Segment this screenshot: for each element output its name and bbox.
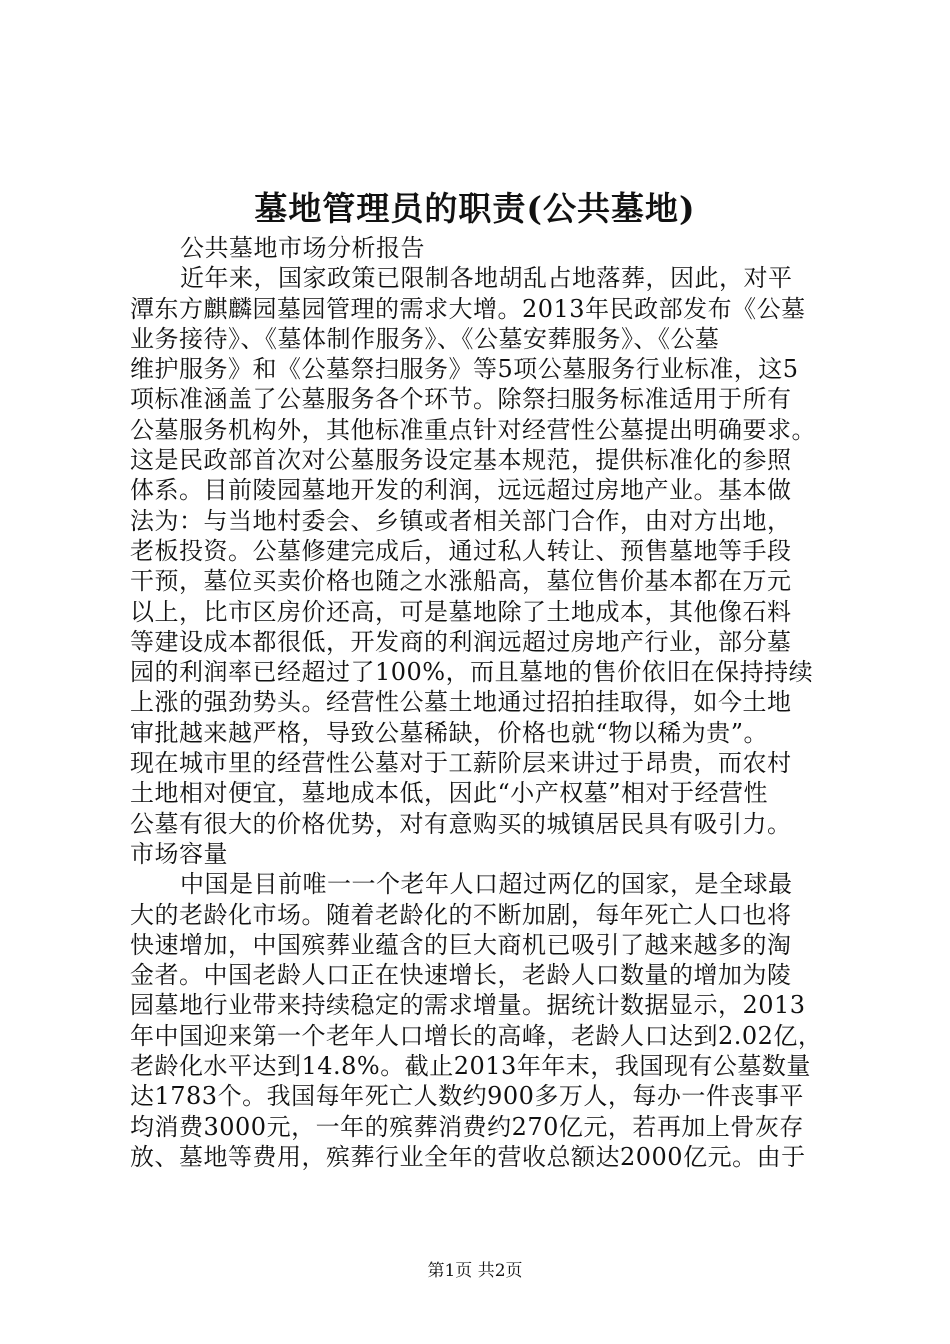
text-line: 等建设成本都很低，开发商的利润远超过房地产行业，部分墓 (130, 627, 792, 656)
text-line: 以上，比市区房价还高，可是墓地除了土地成本，其他像石料 (130, 597, 792, 626)
text-line: 公墓有很大的价格优势，对有意购买的城镇居民具有吸引力。 (130, 809, 792, 838)
text-line: 大的老龄化市场。随着老龄化的不断加剧，每年死亡人口也将 (130, 900, 792, 929)
text-line: 法为：与当地村委会、乡镇或者相关部门合作，由对方出地， (130, 506, 792, 535)
text-line: 公墓服务机构外，其他标准重点针对经营性公墓提出明确要求。 (130, 415, 816, 444)
text-line: 公共墓地市场分析报告 (180, 234, 425, 262)
text-line: 中国是目前唯一一个老年人口超过两亿的国家，是全球最 (180, 870, 793, 899)
page-footer: 第1页 共2页 (427, 1261, 523, 1281)
section-heading: 市场容量 (130, 839, 228, 868)
text-line: 达1783个。我国每年死亡人数约900多万人，每办一件丧事平 (130, 1082, 804, 1111)
text-line: 干预，墓位买卖价格也随之水涨船高，墓位售价基本都在万元 (130, 567, 792, 596)
text-line: 审批越来越严格，导致公墓稀缺，价格也就“物以稀为贵”。 (130, 718, 769, 747)
text-line: 维护服务》和《公墓祭扫服务》等5项公墓服务行业标准，这5 (130, 355, 799, 384)
text-line: 园的利润率已经超过了100%，而且墓地的售价依旧在保持持续 (130, 658, 814, 687)
text-line: 近年来，国家政策已限制各地胡乱占地落葬，因此，对平 (180, 264, 793, 293)
text-line: 老板投资。公墓修建完成后，通过私人转让、预售墓地等手段 (130, 536, 792, 565)
text-line: 土地相对便宜，墓地成本低，因此“小产权墓”相对于经营性 (130, 779, 769, 808)
text-line: 放、墓地等费用，殡葬行业全年的营收总额达2000亿元。由于 (130, 1142, 806, 1171)
text-line: 金者。中国老龄人口正在快速增长，老龄人口数量的增加为陵 (130, 961, 792, 990)
text-line: 这是民政部首次对公墓服务设定基本规范，提供标准化的参照 (130, 446, 792, 475)
text-line: 均消费3000元，一年的殡葬消费约270亿元，若再加上骨灰存 (130, 1112, 804, 1141)
text-line: 体系。目前陵园墓地开发的利润，远远超过房地产业。基本做 (130, 476, 792, 505)
text-line: 项标准涵盖了公墓服务各个环节。除祭扫服务标准适用于所有 (130, 385, 792, 414)
text-line: 现在城市里的经营性公墓对于工薪阶层来讲过于昂贵，而农村 (130, 749, 792, 778)
text-line: 年中国迎来第一个老年人口增长的高峰，老龄人口达到2.02亿， (130, 1021, 823, 1050)
text-line: 潭东方麒麟园墓园管理的需求大增。2013年民政部发布《公墓 (130, 294, 806, 323)
text-line: 园墓地行业带来持续稳定的需求增量。据统计数据显示，2013 (130, 991, 806, 1020)
text-line: 老龄化水平达到14.8%。截止2013年年末，我国现有公墓数量 (130, 1052, 811, 1081)
text-line: 业务接待》、《墓体制作服务》、《公墓安葬服务》、《公墓 (130, 324, 720, 353)
text-line: 上涨的强劲势头。经营性公墓土地通过招拍挂取得，如今土地 (130, 688, 792, 717)
text-line: 快速增加，中国殡葬业蕴含的巨大商机已吸引了越来越多的淘 (130, 930, 792, 959)
document-body (130, 233, 830, 1172)
document-title: 墓地管理员的职责(公共墓地) (254, 189, 696, 228)
